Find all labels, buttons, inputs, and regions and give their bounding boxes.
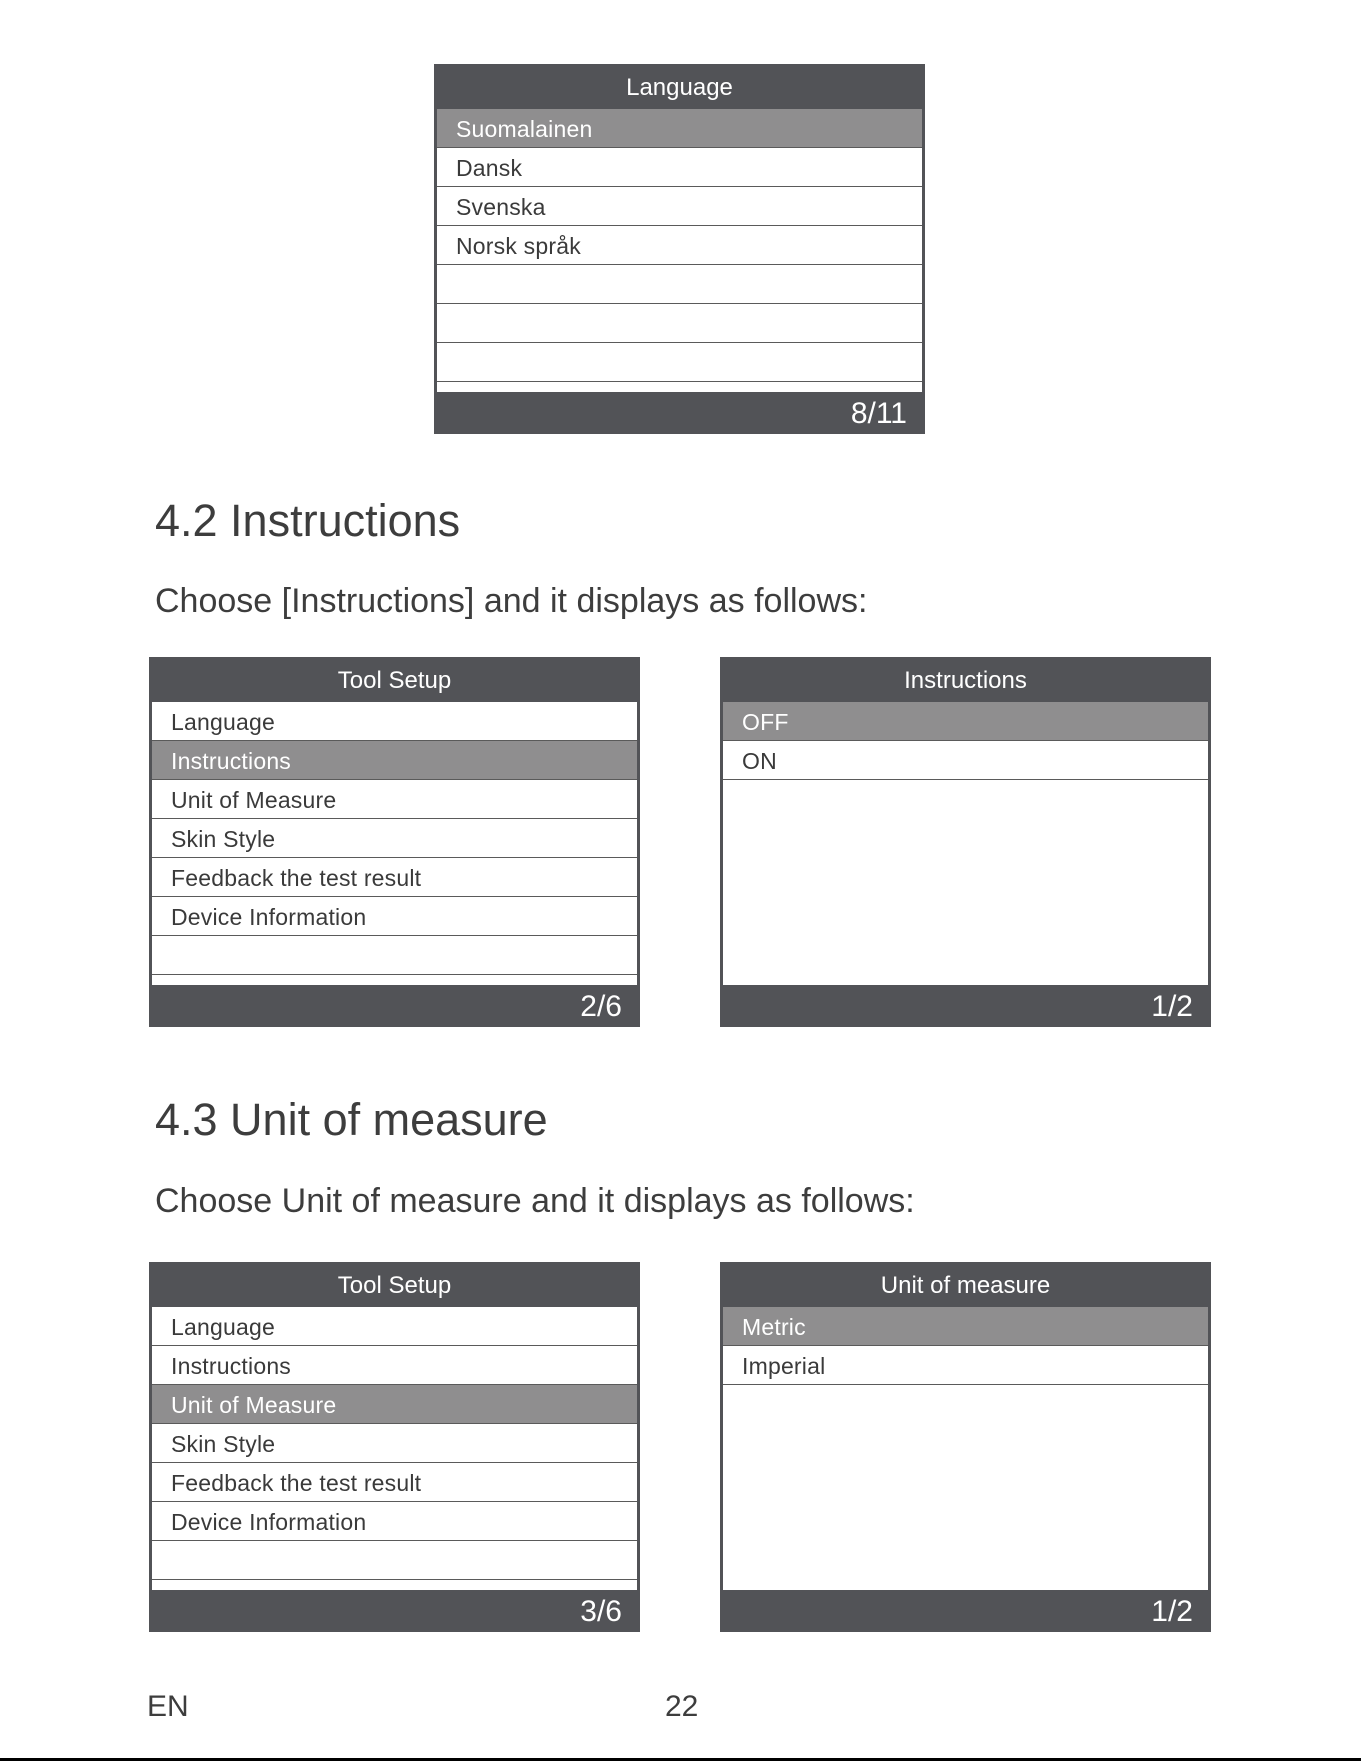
section-text-unit: Choose Unit of measure and it displays as follows: <box>155 1182 915 1220</box>
menu-item-unit-of-measure[interactable]: Unit of Measure <box>152 1385 637 1424</box>
menu-item-imperial[interactable]: Imperial <box>723 1346 1208 1385</box>
menu-list <box>723 702 1208 985</box>
unit-screen <box>720 1262 1211 1632</box>
footer-language: EN <box>147 1690 189 1723</box>
page-indicator: 2/6 <box>580 990 622 1023</box>
menu-item-empty-6 <box>437 343 922 382</box>
menu-item-empty-6 <box>152 1541 637 1580</box>
menu-item-device-information[interactable]: Device Information <box>152 897 637 936</box>
screen-title: Instructions <box>904 667 1027 694</box>
tool-setup-screen <box>149 657 640 1027</box>
menu-item-skin-style[interactable]: Skin Style <box>152 1424 637 1463</box>
menu-item-language[interactable]: Language <box>152 1307 637 1346</box>
menu-item-device-information[interactable]: Device Information <box>152 1502 637 1541</box>
menu-item-dansk[interactable]: Dansk <box>437 148 922 187</box>
screen-title: Tool Setup <box>337 667 452 694</box>
menu-item-empty-4 <box>437 265 922 304</box>
menu-item-instructions[interactable]: Instructions <box>152 1346 637 1385</box>
menu-item-feedback-the-test-result[interactable]: Feedback the test result <box>152 858 637 897</box>
menu-item-norsk-spr-k[interactable]: Norsk språk <box>437 226 922 265</box>
menu-item-on[interactable]: ON <box>723 741 1208 780</box>
page-indicator: 3/6 <box>580 1595 622 1628</box>
screen-title: Unit of measure <box>880 1272 1051 1299</box>
menu-list <box>152 702 637 985</box>
menu-list <box>723 1307 1208 1590</box>
footer-page-number: 22 <box>665 1690 699 1723</box>
page-indicator: 8/11 <box>850 397 907 430</box>
menu-item-svenska[interactable]: Svenska <box>437 187 922 226</box>
page-indicator: 1/2 <box>1151 1595 1193 1628</box>
language-screen <box>434 64 925 434</box>
menu-item-feedback-the-test-result[interactable]: Feedback the test result <box>152 1463 637 1502</box>
menu-list <box>152 1307 637 1590</box>
menu-item-metric[interactable]: Metric <box>723 1307 1208 1346</box>
menu-item-unit-of-measure[interactable]: Unit of Measure <box>152 780 637 819</box>
screen-title: Language <box>626 74 733 101</box>
menu-list <box>437 109 922 392</box>
screen-title: Tool Setup <box>337 1272 452 1299</box>
menu-item-language[interactable]: Language <box>152 702 637 741</box>
menu-item-empty-6 <box>152 936 637 975</box>
menu-item-skin-style[interactable]: Skin Style <box>152 819 637 858</box>
section-heading-instructions: 4.2 Instructions <box>155 495 461 546</box>
menu-item-suomalainen[interactable]: Suomalainen <box>437 109 922 148</box>
tool-setup-screen-2 <box>149 1262 640 1632</box>
menu-item-empty-5 <box>437 304 922 343</box>
menu-item-instructions[interactable]: Instructions <box>152 741 637 780</box>
page-indicator: 1/2 <box>1151 990 1193 1023</box>
instructions-screen <box>720 657 1211 1027</box>
menu-item-off[interactable]: OFF <box>723 702 1208 741</box>
section-text-instructions: Choose [Instructions] and it displays as follows: <box>155 582 868 620</box>
section-heading-unit: 4.3 Unit of measure <box>155 1094 548 1145</box>
